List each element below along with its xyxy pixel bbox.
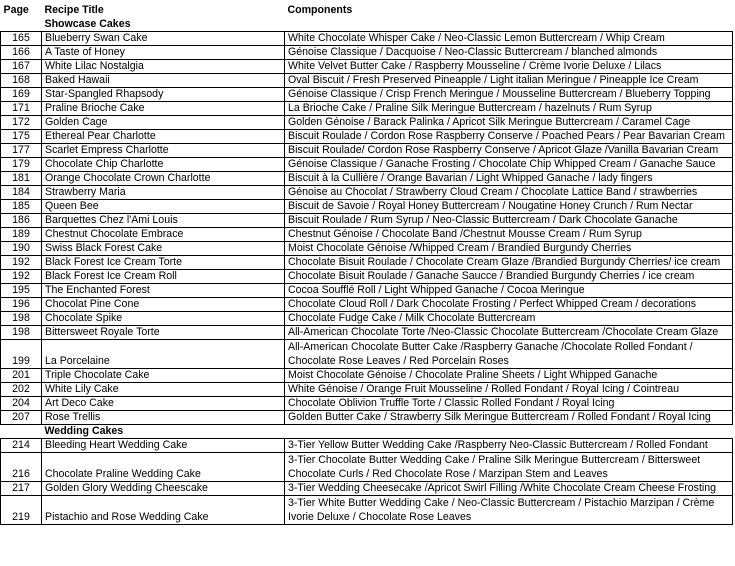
components-cell: Chestnut Génoise / Chocolate Band /Chestnut Mousse Cream / Rum Syrup bbox=[285, 227, 733, 241]
table-row bbox=[1, 73, 733, 87]
header-recipe-title: Recipe Title bbox=[44, 4, 104, 16]
components-cell: White Génoise / Orange Fruit Mousseline / Rolled Fondant / Royal Icing / Cointreau bbox=[285, 382, 733, 396]
table-row bbox=[1, 157, 733, 171]
table-row bbox=[1, 283, 733, 297]
recipe-title-cell: La Porcelaine bbox=[42, 339, 285, 368]
header-row bbox=[1, 0, 733, 17]
table-row bbox=[1, 396, 733, 410]
recipe-title-cell: Strawberry Maria bbox=[42, 185, 285, 199]
components-cell: Chocolate Bisuit Roulade / Chocolate Cream Glaze /Brandied Burgundy Cherries/ ice cream bbox=[285, 255, 733, 269]
section-title: Showcase Cakes bbox=[42, 17, 285, 31]
recipe-title-cell: Chocolate Chip Charlotte bbox=[42, 157, 285, 171]
table-row bbox=[1, 143, 733, 157]
recipe-title-cell: Orange Chocolate Crown Charlotte bbox=[42, 171, 285, 185]
section-page-cell bbox=[1, 424, 42, 438]
components-cell: Golden Butter Cake / Strawberry Silk Meringue Buttercream / Rolled Fondant / Royal Icing bbox=[285, 410, 733, 424]
components-cell: 3-Tier White Butter Wedding Cake / Neo-Classic Buttercream / Pistachio Marzipan / Crème Ivorie Deluxe / Chocolate Rose Leaves bbox=[285, 495, 733, 524]
components-cell: Moist Chocolate Génoise / Chocolate Praline Sheets / Light Whipped Ganache bbox=[285, 368, 733, 382]
table-row bbox=[1, 59, 733, 73]
components-cell: All-American Chocolate Butter Cake /Raspberry Ganache /Chocolate Rolled Fondant / Chocolate Rose Leaves / Red Porcelain Roses bbox=[285, 339, 733, 368]
table-row bbox=[1, 382, 733, 396]
table-row bbox=[1, 325, 733, 339]
page-cell: 186 bbox=[1, 213, 42, 227]
table-row bbox=[1, 185, 733, 199]
recipe-title-cell: The Enchanted Forest bbox=[42, 283, 285, 297]
components-cell: Chocolate Bisuit Roulade / Ganache Saucce / Brandied Burgundy Cherries / ice cream bbox=[285, 269, 733, 283]
section-components-cell bbox=[285, 17, 733, 31]
components-cell: Génoise Classique / Dacquoise / Neo-Classic Buttercream / blanched almonds bbox=[285, 45, 733, 59]
recipe-title-cell: Chocolate Praline Wedding Cake bbox=[42, 452, 285, 481]
page-cell: 172 bbox=[1, 115, 42, 129]
section-page-cell bbox=[1, 17, 42, 31]
components-cell: Biscuit de Savoie / Royal Honey Buttercream / Nougatine Honey Crunch / Rum Nectar bbox=[285, 199, 733, 213]
page-cell: 196 bbox=[1, 297, 42, 311]
page-cell: 184 bbox=[1, 185, 42, 199]
components-cell: Biscuit Roulade / Rum Syrup / Neo-Classic Buttercream / Dark Chocolate Ganache bbox=[285, 213, 733, 227]
components-cell: White Velvet Butter Cake / Raspberry Mousseline / Crème Ivorie Deluxe / Lilacs bbox=[285, 59, 733, 73]
page-cell: 167 bbox=[1, 59, 42, 73]
section-header-row bbox=[1, 17, 733, 31]
section-components-cell bbox=[285, 424, 733, 438]
page-cell: 177 bbox=[1, 143, 42, 157]
table-row bbox=[1, 213, 733, 227]
components-cell: Chocolate Fudge Cake / Milk Chocolate Buttercream bbox=[285, 311, 733, 325]
recipe-title-cell: Bittersweet Royale Torte bbox=[42, 325, 285, 339]
recipe-title-cell: Swiss Black Forest Cake bbox=[42, 241, 285, 255]
recipe-title-cell: Chestnut Chocolate Embrace bbox=[42, 227, 285, 241]
recipe-title-cell: Barquettes Chez l'Ami Louis bbox=[42, 213, 285, 227]
page-cell: 198 bbox=[1, 311, 42, 325]
page-cell: 190 bbox=[1, 241, 42, 255]
components-cell: La Brioche Cake / Praline Silk Meringue Buttercream / hazelnuts / Rum Syrup bbox=[285, 101, 733, 115]
components-cell: Chocolate Oblivion Truffle Torte / Classic Rolled Fondant / Royal Icing bbox=[285, 396, 733, 410]
table-row bbox=[1, 241, 733, 255]
components-cell: White Chocolate Whisper Cake / Neo-Classic Lemon Buttercream / Whip Cream bbox=[285, 31, 733, 45]
table-row bbox=[1, 481, 733, 495]
components-cell: Chocolate Cloud Roll / Dark Chocolate Frosting / Perfect Whipped Cream / decorations bbox=[285, 297, 733, 311]
components-cell: Biscuit à la Cullière / Orange Bavarian / Light Whipped Ganache / lady fingers bbox=[285, 171, 733, 185]
page-cell: 199 bbox=[1, 339, 42, 368]
components-cell: Génoise au Chocolat / Strawberry Cloud Cream / Chocolate Lattice Band / strawberries bbox=[285, 185, 733, 199]
page-cell: 204 bbox=[1, 396, 42, 410]
recipe-title-cell: Black Forest Ice Cream Roll bbox=[42, 269, 285, 283]
page-cell: 165 bbox=[1, 31, 42, 45]
recipe-title-cell: Queen Bee bbox=[42, 199, 285, 213]
table-row bbox=[1, 368, 733, 382]
table-row bbox=[1, 45, 733, 59]
table-row bbox=[1, 31, 733, 45]
page-cell: 207 bbox=[1, 410, 42, 424]
page-cell: 168 bbox=[1, 73, 42, 87]
table-body bbox=[1, 17, 733, 524]
section-title: Wedding Cakes bbox=[42, 424, 285, 438]
table-row bbox=[1, 101, 733, 115]
recipe-title-cell: Bleeding Heart Wedding Cake bbox=[42, 438, 285, 452]
table-row bbox=[1, 269, 733, 283]
recipe-title-cell: Art Deco Cake bbox=[42, 396, 285, 410]
page-cell: 189 bbox=[1, 227, 42, 241]
page-cell: 195 bbox=[1, 283, 42, 297]
page-cell: 171 bbox=[1, 101, 42, 115]
recipe-title-cell: Scarlet Empress Charlotte bbox=[42, 143, 285, 157]
table-row bbox=[1, 438, 733, 452]
components-cell: 3-Tier Wedding Cheesecake /Apricot Swirl Filling /White Chocolate Cream Cheese Frosting bbox=[285, 481, 733, 495]
page-cell: 216 bbox=[1, 452, 42, 481]
table-row bbox=[1, 199, 733, 213]
table-row bbox=[1, 171, 733, 185]
page-cell: 175 bbox=[1, 129, 42, 143]
page-cell: 169 bbox=[1, 87, 42, 101]
table-row bbox=[1, 255, 733, 269]
header-components: Components bbox=[287, 4, 353, 16]
recipe-title-cell: Triple Chocolate Cake bbox=[42, 368, 285, 382]
recipe-title-cell: Ethereal Pear Charlotte bbox=[42, 129, 285, 143]
recipe-title-cell: Pistachio and Rose Wedding Cake bbox=[42, 495, 285, 524]
table-row bbox=[1, 87, 733, 101]
recipe-title-cell: Golden Cage bbox=[42, 115, 285, 129]
page-cell: 198 bbox=[1, 325, 42, 339]
components-cell: Génoise Classique / Crisp French Meringue / Mousseline Buttercream / Blueberry Topping bbox=[285, 87, 733, 101]
page-cell: 214 bbox=[1, 438, 42, 452]
page-cell: 217 bbox=[1, 481, 42, 495]
header-page: Page bbox=[3, 4, 29, 16]
page-cell: 181 bbox=[1, 171, 42, 185]
recipe-title-cell: Chocolate Spike bbox=[42, 311, 285, 325]
recipe-title-cell: A Taste of Honey bbox=[42, 45, 285, 59]
recipe-title-cell: Black Forest Ice Cream Torte bbox=[42, 255, 285, 269]
components-cell: Cocoa Soufflé Roll / Light Whipped Ganache / Cocoa Meringue bbox=[285, 283, 733, 297]
table-row bbox=[1, 410, 733, 424]
components-cell: 3-Tier Chocolate Butter Wedding Cake / Praline Silk Meringue Buttercream / Bittersweet Chocolate Curls / Red Chocolate Rose / Marzipan Stem and Leaves bbox=[285, 452, 733, 481]
components-cell: Moist Chocolate Génoise /Whipped Cream / Brandied Burgundy Cherries bbox=[285, 241, 733, 255]
page-cell: 219 bbox=[1, 495, 42, 524]
page-cell: 201 bbox=[1, 368, 42, 382]
components-cell: All-American Chocolate Torte /Neo-Classic Chocolate Buttercream /Chocolate Cream Glaze bbox=[285, 325, 733, 339]
components-cell: Golden Génoise / Barack Palinka / Apricot Silk Meringue Buttercream / Caramel Cage bbox=[285, 115, 733, 129]
table-row bbox=[1, 311, 733, 325]
components-cell: Génoise Classique / Ganache Frosting / Chocolate Chip Whipped Cream / Ganache Sauce bbox=[285, 157, 733, 171]
table-row bbox=[1, 495, 733, 524]
page-cell: 192 bbox=[1, 255, 42, 269]
recipe-title-cell: Rose Trellis bbox=[42, 410, 285, 424]
table-row bbox=[1, 297, 733, 311]
table-row bbox=[1, 115, 733, 129]
recipe-title-cell: Blueberry Swan Cake bbox=[42, 31, 285, 45]
recipe-title-cell: Praline Brioche Cake bbox=[42, 101, 285, 115]
components-cell: Biscuit Roulade / Cordon Rose Raspberry Conserve / Poached Pears / Pear Bavarian Cream bbox=[285, 129, 733, 143]
recipe-title-cell: Golden Glory Wedding Cheescake bbox=[42, 481, 285, 495]
section-header-row bbox=[1, 424, 733, 438]
components-cell: Biscuit Roulade/ Cordon Rose Raspberry Conserve / Apricot Glaze /Vanilla Bavarian Cream bbox=[285, 143, 733, 157]
components-cell: 3-Tier Yellow Butter Wedding Cake /Raspberry Neo-Classic Buttercream / Rolled Fondant bbox=[285, 438, 733, 452]
page-cell: 166 bbox=[1, 45, 42, 59]
table-row bbox=[1, 227, 733, 241]
recipe-title-cell: White Lilac Nostalgia bbox=[42, 59, 285, 73]
page-cell: 179 bbox=[1, 157, 42, 171]
recipe-title-cell: Chocolat Pine Cone bbox=[42, 297, 285, 311]
table-row bbox=[1, 452, 733, 481]
page-cell: 202 bbox=[1, 382, 42, 396]
table-row bbox=[1, 129, 733, 143]
table-row bbox=[1, 339, 733, 368]
recipe-title-cell: Star-Spangled Rhapsody bbox=[42, 87, 285, 101]
page-cell: 185 bbox=[1, 199, 42, 213]
page-cell: 192 bbox=[1, 269, 42, 283]
recipe-title-cell: Baked Hawaii bbox=[42, 73, 285, 87]
components-cell: Oval Biscuit / Fresh Preserved Pineapple / Light italian Meringue / Pineapple Ice Cream bbox=[285, 73, 733, 87]
recipe-title-cell: White Lily Cake bbox=[42, 382, 285, 396]
